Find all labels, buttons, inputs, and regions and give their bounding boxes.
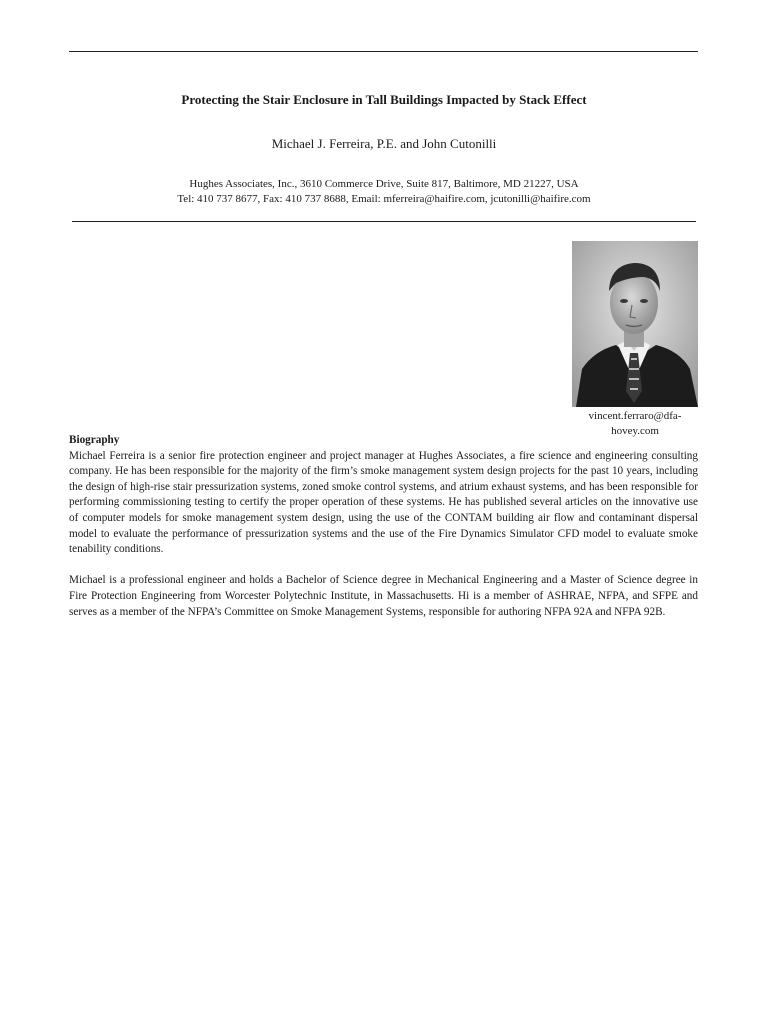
affiliation-contact: Tel: 410 737 8677, Fax: 410 737 8688, Email: mferreira@haifire.com, jcutonilli@haifire.com <box>177 193 591 205</box>
header-divider <box>72 221 696 222</box>
biography-paragraph: Michael is a professional engineer and holds a Bachelor of Science degree in Mechanical Engineering and a Master of Science degree in Fire Protection Engineering from Worcester Polytechnic Institute, in Massachusetts. Hi is a member of ASHRAE, NFPA, and SFPE and serves as a member of the NFPA’s Committee on Smoke Management Systems, responsible for authoring NFPA 92A and NFPA 92B. <box>69 574 698 618</box>
biography-heading: Biography <box>69 434 120 446</box>
photo-caption: vincent.ferraro@dfa-hovey.com <box>588 410 682 437</box>
biography-paragraph: Michael Ferreira is a senior fire protection engineer and project manager at Hughes Associates, a fire science and engineering consulting company. He has been responsible for the majority of the firm’s smoke management system design projects for the past 10 years, including the design of high-rise stair pressurization systems, zoned smoke control systems, and atrium exhaust systems, and has been responsible for performing commissioning testing to certify the proper operation of these systems. He has published several articles on the innovative use of computer models for smoke management system design, using the use of the CONTAM building air flow and contaminant dispersal model to evaluate the performance of pressurization systems and the use of the Fire Dynamics Simulator CFD model to evaluate smoke tenability conditions. <box>69 449 698 556</box>
author-photo <box>572 241 698 407</box>
paper-title: Protecting the Stair Enclosure in Tall Buildings Impacted by Stack Effect <box>181 92 587 107</box>
top-divider <box>69 51 698 52</box>
author-affiliation <box>0 177 768 207</box>
biography-section <box>69 433 698 620</box>
paper-authors: Michael J. Ferreira, P.E. and John Cutonilli <box>271 136 497 151</box>
affiliation-address: Hughes Associates, Inc., 3610 Commerce Drive, Suite 817, Baltimore, MD 21227, USA <box>189 178 579 190</box>
